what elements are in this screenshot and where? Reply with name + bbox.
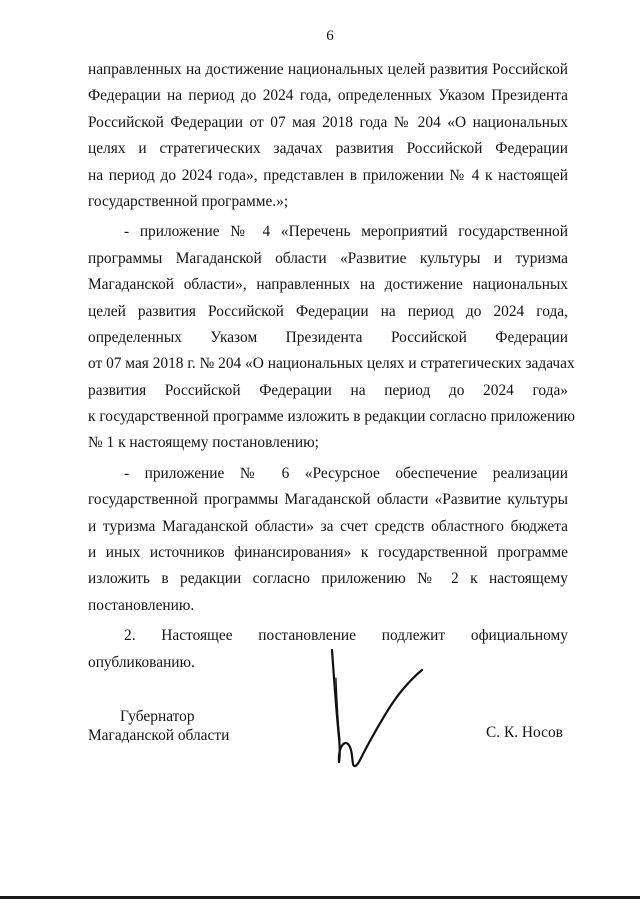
text-line: постановлению. bbox=[88, 596, 195, 614]
text-line: Магаданской области», направленных на достижение национальных bbox=[88, 276, 568, 294]
text-line: Федерации на период до 2024 года, определенных Указом Президента bbox=[88, 87, 568, 105]
text-line: - приложение № 4 «Перечень мероприятий государственной bbox=[124, 223, 568, 241]
signer-title-line: Магаданской области bbox=[88, 727, 230, 744]
text-line: Российской Федерации от 07 мая 2018 года № 204 «О национальных bbox=[88, 113, 568, 131]
page-number: 6 bbox=[326, 28, 334, 44]
text-line: 2. Настоящее постановление подлежит официальному bbox=[124, 627, 568, 645]
text-line: государственной программы Магаданской области «Развитие культуры bbox=[88, 491, 568, 509]
signer-title bbox=[88, 707, 288, 745]
text-line: и иных источников финансирования» к государственной программе bbox=[88, 544, 568, 562]
text-line: № 1 к настоящему постановлению; bbox=[88, 434, 319, 452]
text-line: целях и стратегических задачах развития Российской Федерации bbox=[88, 140, 568, 158]
text-line: определенных Указом Президента Российской Федерации bbox=[88, 328, 568, 346]
text-line: - приложение № 6 «Ресурсное обеспечение реализации bbox=[124, 464, 568, 482]
signer-name: С. К. Носов bbox=[486, 724, 563, 741]
text-line: и туризма Магаданской области» за счет средств областного бюджета bbox=[88, 517, 568, 535]
text-line: к государственной программе изложить в редакции согласно приложению bbox=[88, 408, 575, 426]
signer-title-line: Губернатор bbox=[120, 708, 195, 725]
handwritten-signature bbox=[322, 648, 432, 778]
text-line: развития Российской Федерации на период до 2024 года» bbox=[88, 381, 568, 399]
text-line: целей развития Российской Федерации на период до 2024 года, bbox=[88, 302, 568, 320]
text-line: от 07 мая 2018 г. № 204 «О национальных целях и стратегических задачах bbox=[88, 355, 575, 373]
text-line: на период до 2024 года», представлен в приложении № 4 к настоящей bbox=[88, 166, 568, 184]
page-bottom-rule bbox=[0, 896, 640, 899]
text-line: программы Магаданской области «Развитие культуры и туризма bbox=[88, 249, 568, 267]
text-line: опубликованию. bbox=[88, 653, 195, 671]
text-line: государственной программе.»; bbox=[88, 192, 289, 210]
text-line: изложить в редакции согласно приложению № 2 к настоящему bbox=[88, 570, 568, 588]
text-line: направленных на достижение национальных целей развития Российской bbox=[88, 61, 568, 78]
